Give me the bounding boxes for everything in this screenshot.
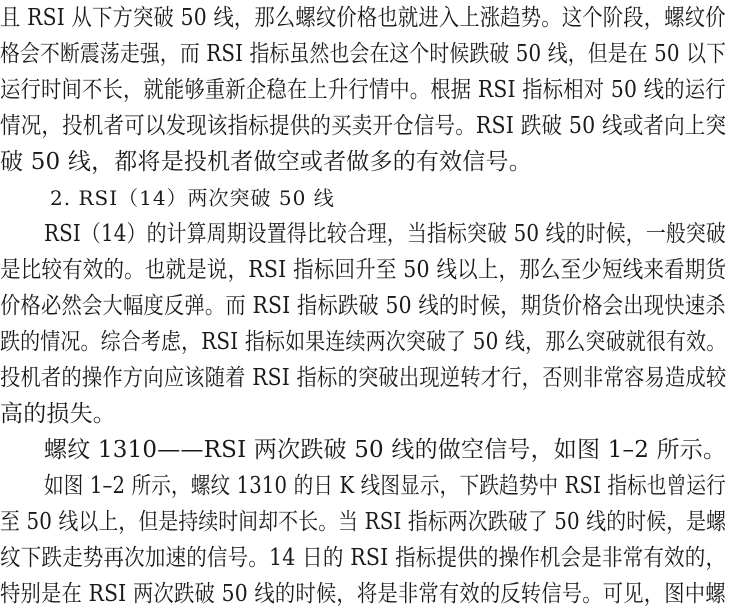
paragraph-4-line-2: 至 50 线以上，但是持续时间却不长。当 RSI 指标两次跌破了 50 线的时候，是螺 — [0, 509, 727, 535]
paragraph-2-line-5: 投机者的操作方向应该随着 RSI 指标的突破出现逆转才行，否则非常容易造成较 — [0, 365, 727, 391]
paragraph-1-line-1: 且 RSI 从下方突破 50 线，那么螺纹价格也就进入上涨趋势。这个阶段，螺纹价 — [0, 5, 726, 31]
paragraph-2-line-1: RSI（14）的计算周期设置得比较合理，当指标突破 50 线的时候，一般突破 — [44, 221, 726, 247]
paragraph-1-line-4: 情况，投机者可以发现该指标提供的买卖开仓信号。RSI 跌破 50 线或者向上突 — [0, 113, 727, 139]
paragraph-4-line-1: 如图 1–2 所示，螺纹 1310 的日 K 线图显示，下跌趋势中 RSI 指标也曾运行 — [44, 473, 726, 499]
paragraph-4-line-3: 纹下跌走势再次加速的信号。14 日的 RSI 指标提供的操作机会是非常有效的， — [0, 545, 727, 571]
paragraph-2-line-2: 是比较有效的。也就是说，RSI 指标回升至 50 线以上，那么至少短线来看期货 — [0, 257, 727, 283]
section-heading: 2. RSI（14）两次突破 50 线 — [50, 186, 335, 210]
paragraph-4-line-4: 特别是在 RSI 两次跌破 50 线的时候，将是非常有效的反转信号。可见，图中螺 — [0, 581, 726, 607]
paragraph-2-line-6: 高的损失。 — [0, 401, 116, 427]
paragraph-2-line-3: 价格必然会大幅度反弹。而 RSI 指标跌破 50 线的时候，期货价格会出现快速杀 — [0, 293, 726, 319]
paragraph-1-line-5: 破 50 线，都将是投机者做空或者做多的有效信号。 — [0, 149, 532, 175]
paragraph-3-line-1: 螺纹 1310——RSI 两次跌破 50 线的做空信号，如图 1–2 所示。 — [44, 437, 727, 463]
paragraph-1-line-3: 运行时间不长，就能够重新企稳在上升行情中。根据 RSI 指标相对 50 线的运行 — [0, 77, 726, 103]
paragraph-2-line-4: 跌的情况。综合考虑，RSI 指标如果连续两次突破了 50 线，那么突破就很有效。 — [0, 329, 727, 355]
paragraph-1-line-2: 格会不断震荡走强，而 RSI 指标虽然也会在这个时候跌破 50 线，但是在 50 以下 — [0, 41, 727, 67]
